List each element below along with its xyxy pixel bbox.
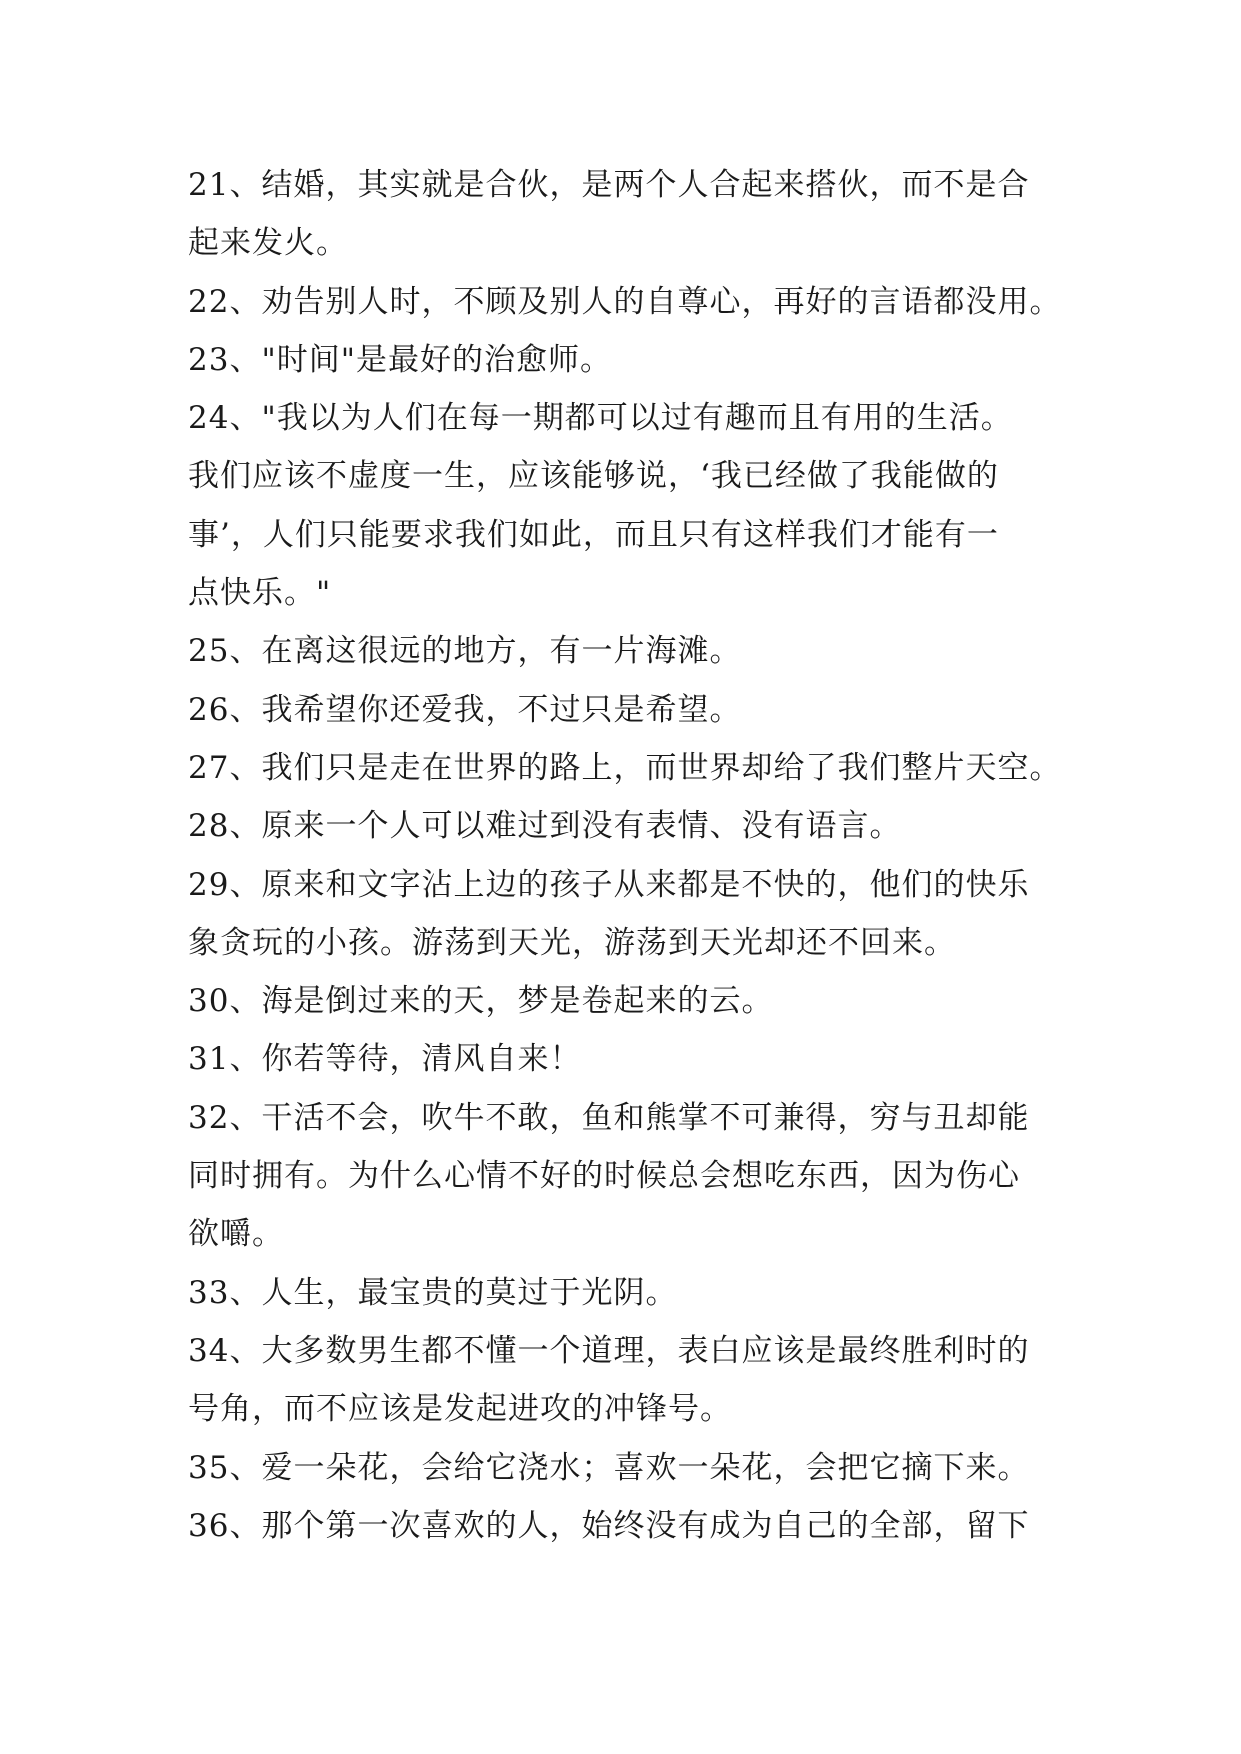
text-line: 22、劝告别人时，不顾及别人的自尊心，再好的言语都没用。 xyxy=(188,283,1062,320)
text-line: 32、干活不会，吹牛不敢，鱼和熊掌不可兼得，穷与丑却能 xyxy=(188,1099,1030,1136)
text-line: 事’，人们只能要求我们如此，而且只有这样我们才能有一 xyxy=(188,516,999,553)
text-line: 35、爱一朵花，会给它浇水；喜欢一朵花，会把它摘下来。 xyxy=(188,1449,1030,1486)
text-line: 欲嚼。 xyxy=(188,1216,284,1253)
text-line: 26、我希望你还爱我，不过只是希望。 xyxy=(188,691,742,728)
text-line: 25、在离这很远的地方，有一片海滩。 xyxy=(188,633,742,670)
text-line: 28、原来一个人可以难过到没有表情、没有语言。 xyxy=(188,808,902,845)
text-line: 34、大多数男生都不懂一个道理，表白应该是最终胜利时的 xyxy=(188,1332,1030,1369)
document-body xyxy=(188,156,1068,1555)
text-line: 36、那个第一次喜欢的人，始终没有成为自己的全部，留下 xyxy=(188,1507,1030,1544)
text-line: 31、你若等待，清风自来！ xyxy=(188,1041,582,1078)
text-line: 27、我们只是走在世界的路上，而世界却给了我们整片天空。 xyxy=(188,749,1062,786)
text-line: 我们应该不虚度一生，应该能够说，‘我已经做了我能做的 xyxy=(188,458,999,495)
text-line: 23、"时间"是最好的治愈师。 xyxy=(188,341,612,378)
text-line: 点快乐。" xyxy=(188,575,332,612)
text-line: 24、"我以为人们在每一期都可以过有趣而且有用的生活。 xyxy=(188,400,1013,437)
text-line: 同时拥有。为什么心情不好的时候总会想吃东西，因为伤心 xyxy=(188,1158,1020,1195)
text-line: 30、海是倒过来的天，梦是卷起来的云。 xyxy=(188,983,774,1020)
text-line: 33、人生，最宝贵的莫过于光阴。 xyxy=(188,1274,678,1311)
text-line: 起来发火。 xyxy=(188,225,348,262)
text-line: 象贪玩的小孩。游荡到天光，游荡到天光却还不回来。 xyxy=(188,924,956,961)
text-line: 21、结婚，其实就是合伙，是两个人合起来搭伙，而不是合 xyxy=(188,167,1030,203)
text-line: 号角，而不应该是发起进攻的冲锋号。 xyxy=(188,1391,732,1428)
text-line: 29、原来和文字沾上边的孩子从来都是不快的，他们的快乐 xyxy=(188,866,1030,903)
